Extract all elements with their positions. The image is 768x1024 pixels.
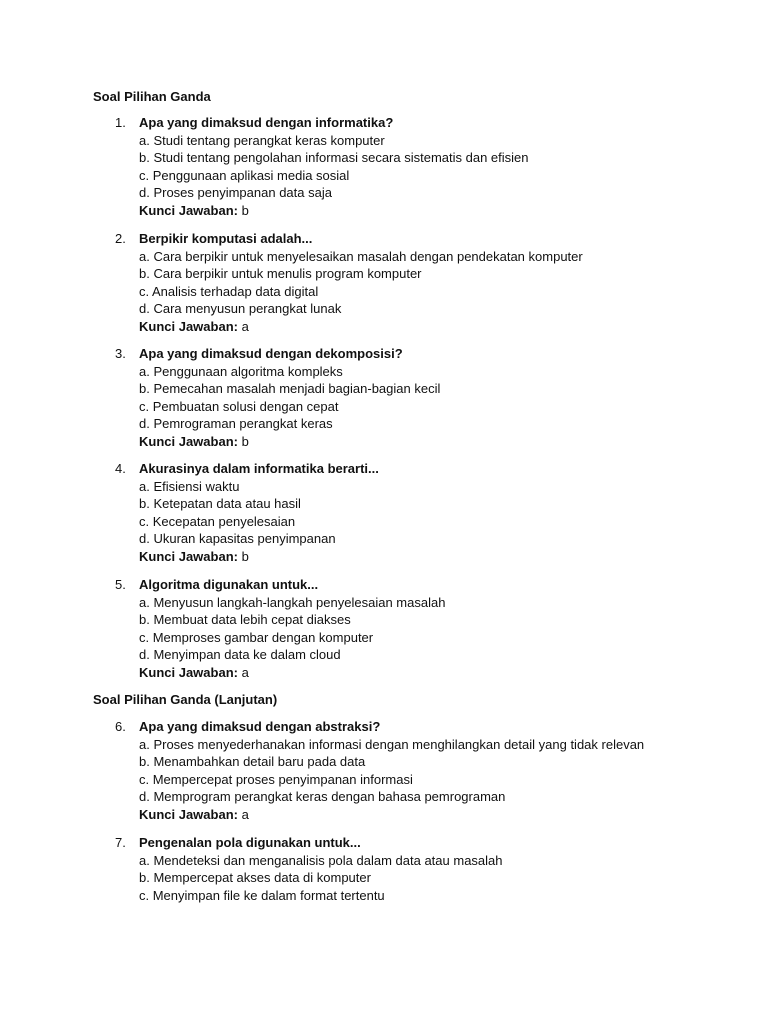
option-d: d. Proses penyimpanan data saja [139,185,332,201]
question-number: 1. [115,115,126,130]
option-b: b. Cara berpikir untuk menulis program komputer [139,266,422,282]
question-body [139,718,749,824]
answer-key-label: Kunci Jawaban: [139,433,238,449]
section-title: Soal Pilihan Ganda [93,89,211,104]
question-text: Apa yang dimaksud dengan abstraksi? [139,719,381,734]
option-c: c. Menyimpan file ke dalam format tertentu [139,887,385,903]
option-b: b. Membuat data lebih cepat diakses [139,612,351,628]
answer-key [139,664,749,682]
answer-key-label: Kunci Jawaban: [139,548,238,564]
answer-key [139,318,749,336]
option-b: b. Studi tentang pengolahan informasi secara sistematis dan efisien [139,150,529,166]
question-number: 6. [115,719,126,734]
option-b: b. Pemecahan masalah menjadi bagian-bagian kecil [139,381,441,397]
option-a: a. Efisiensi waktu [139,478,240,494]
answer-key-value: b [237,548,249,564]
section-title: Soal Pilihan Ganda (Lanjutan) [93,692,278,707]
option-c: c. Pembuatan solusi dengan cepat [139,398,339,414]
question-body [139,345,749,451]
answer-key-value: a [237,318,249,334]
question-body [139,114,749,220]
option-a: a. Proses menyederhanakan informasi dengan menghilangkan detail yang tidak relevan [139,736,645,752]
question-text: Apa yang dimaksud dengan dekomposisi? [139,346,403,361]
question-text: Apa yang dimaksud dengan informatika? [139,115,394,130]
question-number: 7. [115,835,126,850]
question-number: 5. [115,577,126,592]
option-d: d. Pemrograman perangkat keras [139,416,333,432]
answer-key [139,202,749,220]
option-c: c. Analisis terhadap data digital [139,283,319,299]
option-c: c. Memproses gambar dengan komputer [139,629,374,645]
option-d: d. Menyimpan data ke dalam cloud [139,647,341,663]
answer-key [139,806,749,824]
question-number: 2. [115,231,126,246]
option-b: b. Menambahkan detail baru pada data [139,754,366,770]
option-c: c. Kecepatan penyelesaian [139,513,296,529]
answer-key-label: Kunci Jawaban: [139,202,238,218]
answer-key [139,433,749,451]
option-a: a. Penggunaan algoritma kompleks [139,363,343,379]
answer-key-label: Kunci Jawaban: [139,664,238,680]
option-c: c. Mempercepat proses penyimpanan informasi [139,771,413,787]
option-d: d. Ukuran kapasitas penyimpanan [139,531,336,547]
answer-key-value: b [237,433,249,449]
question-text: Algoritma digunakan untuk... [139,577,319,592]
question-number: 4. [115,461,126,476]
question-body [139,834,749,904]
answer-key [139,548,749,566]
option-b: b. Ketepatan data atau hasil [139,496,301,512]
question-body [139,230,749,336]
option-b: b. Mempercepat akses data di komputer [139,870,371,886]
question-text: Berpikir komputasi adalah... [139,231,313,246]
answer-key-label: Kunci Jawaban: [139,318,238,334]
option-a: a. Studi tentang perangkat keras komputer [139,132,385,148]
option-d: d. Memprogram perangkat keras dengan bahasa pemrograman [139,789,506,805]
option-c: c. Penggunaan aplikasi media sosial [139,167,350,183]
option-a: a. Menyusun langkah-langkah penyelesaian masalah [139,594,446,610]
question-text: Pengenalan pola digunakan untuk... [139,835,361,850]
question-text: Akurasinya dalam informatika berarti... [139,461,379,476]
answer-key-value: a [237,806,249,822]
question-number: 3. [115,346,126,361]
option-a: a. Mendeteksi dan menganalisis pola dalam data atau masalah [139,852,503,868]
option-a: a. Cara berpikir untuk menyelesaikan masalah dengan pendekatan komputer [139,248,583,264]
answer-key-value: a [237,664,249,680]
answer-key-label: Kunci Jawaban: [139,806,238,822]
question-body [139,576,749,682]
question-body [139,460,749,566]
answer-key-value: b [237,202,249,218]
option-d: d. Cara menyusun perangkat lunak [139,301,342,317]
